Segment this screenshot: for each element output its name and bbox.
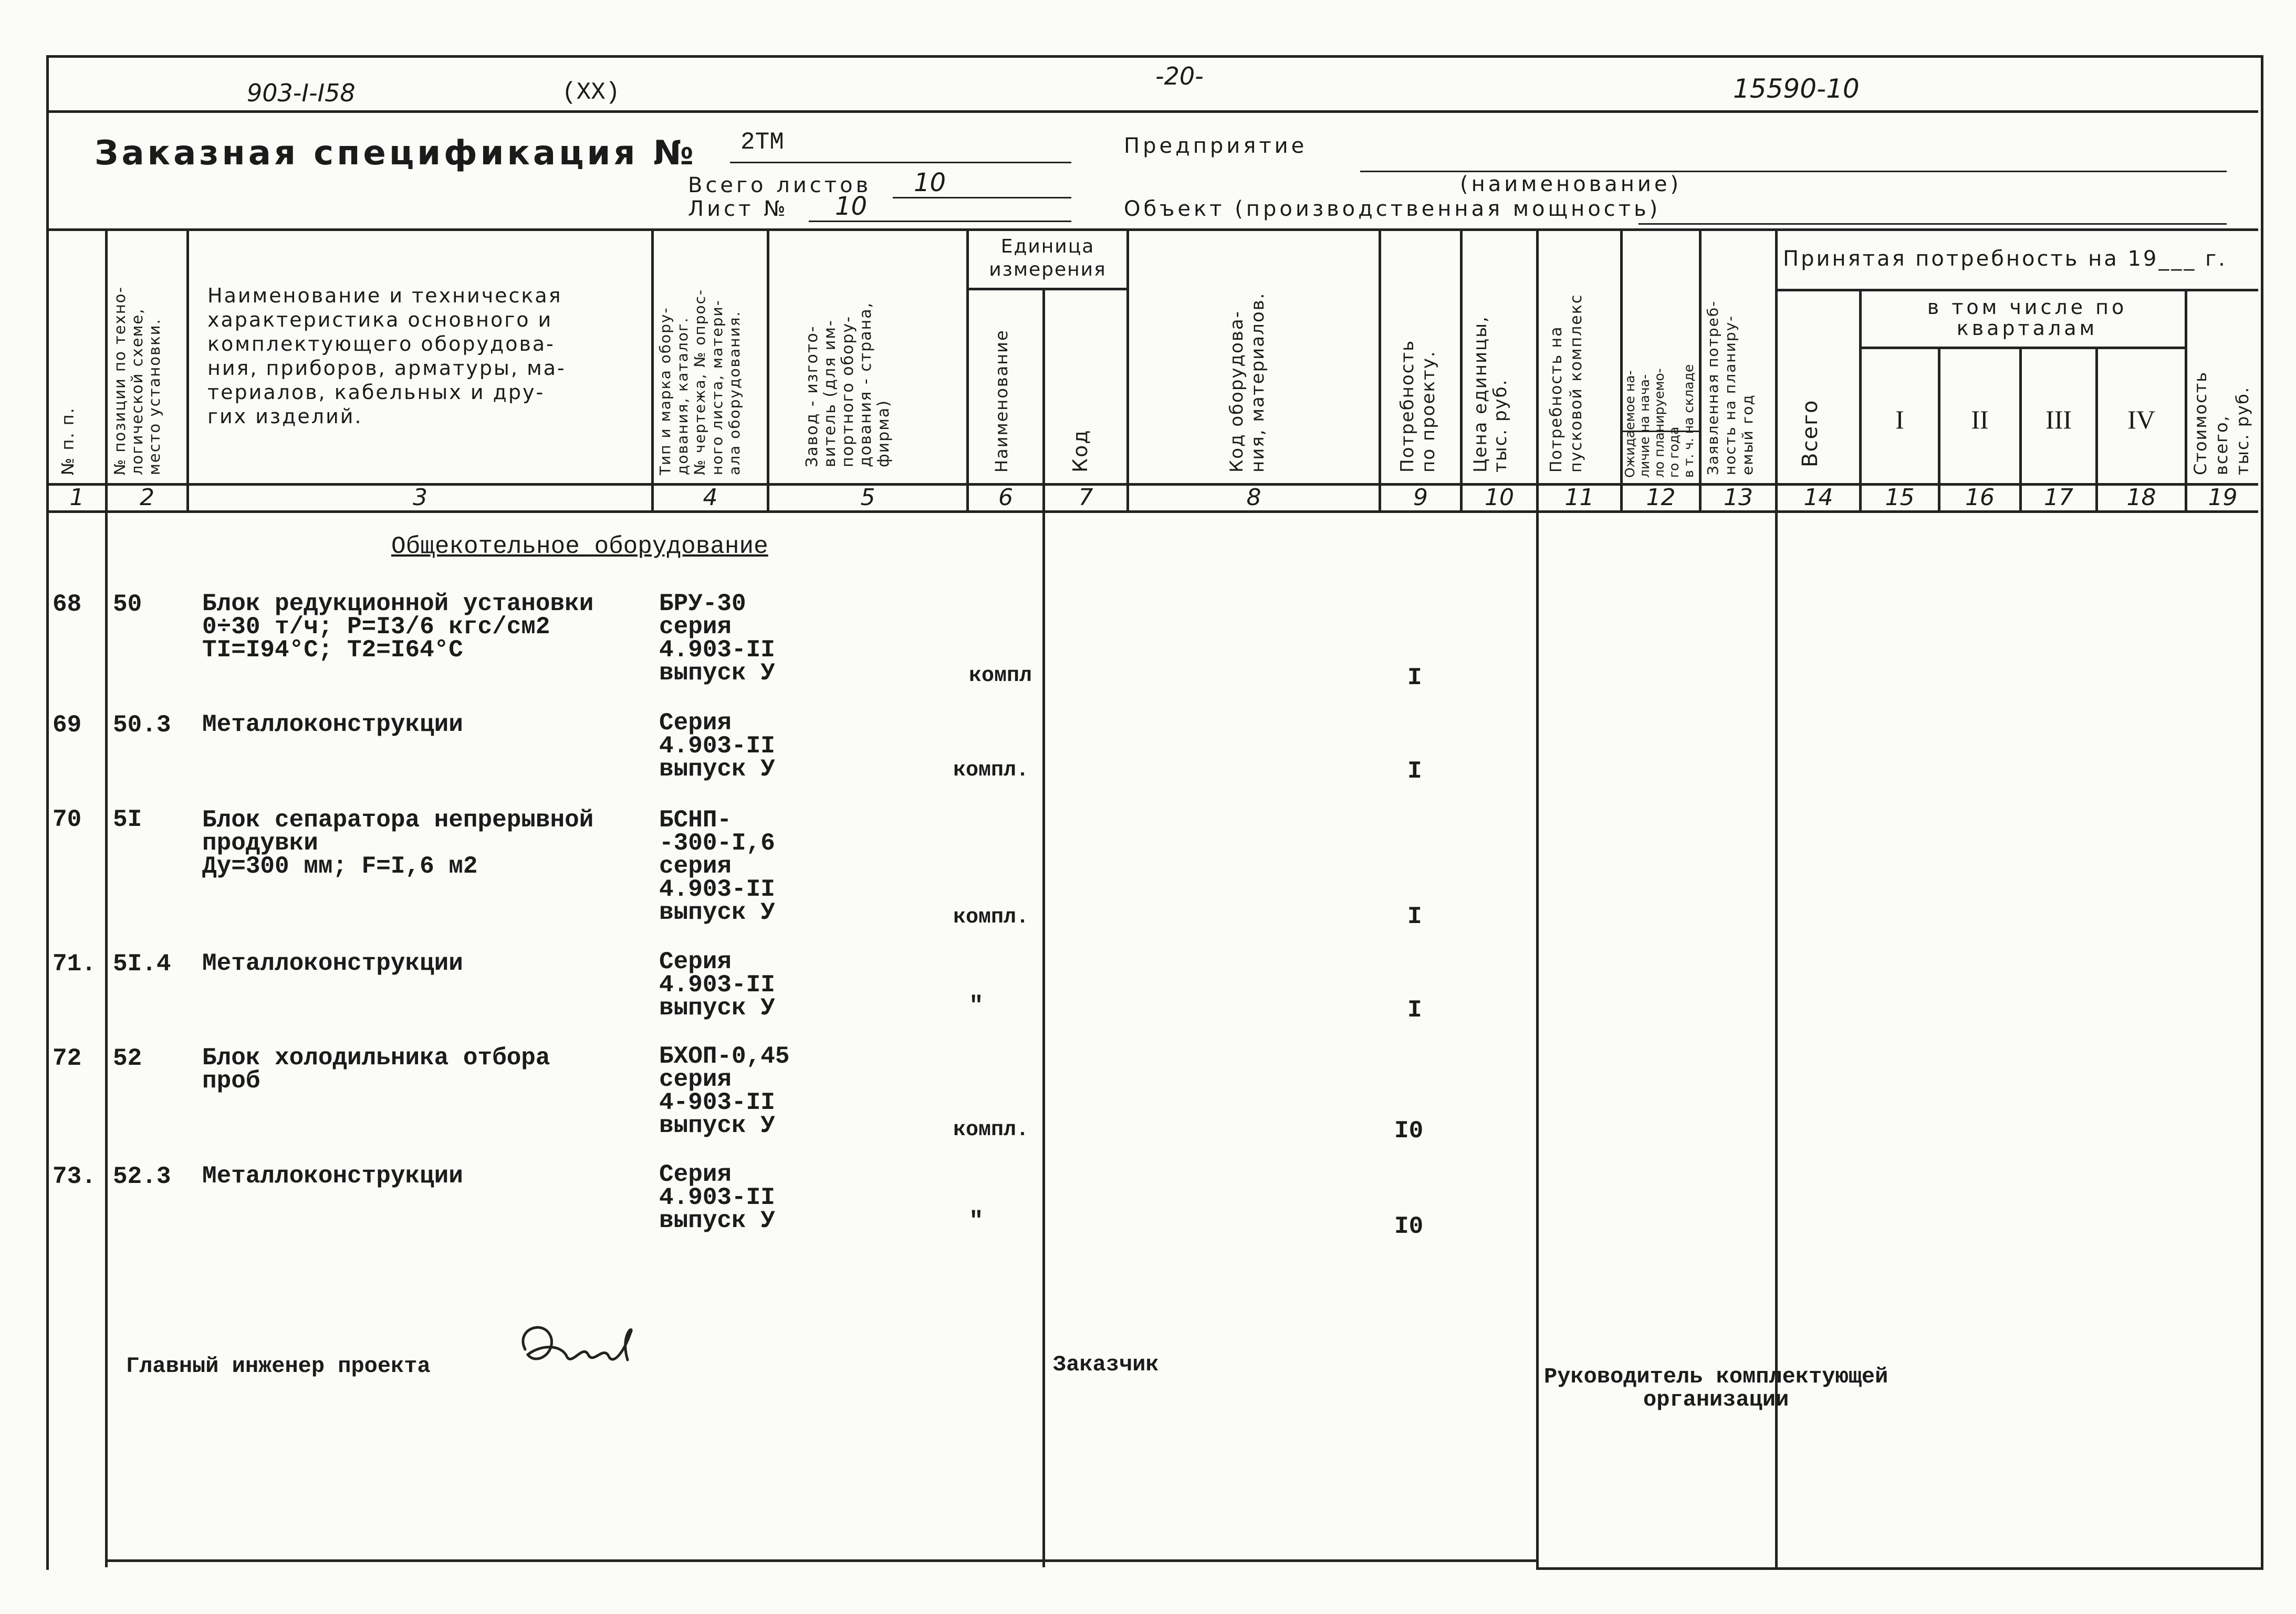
form-title: Заказная спецификация №: [95, 134, 697, 173]
col3-right: [651, 228, 654, 510]
col9-right: [1460, 228, 1463, 510]
colnum-12: 12: [1646, 484, 1676, 511]
row-71-position: 5I.4: [113, 950, 171, 978]
page-number: -20-: [1155, 62, 1204, 90]
row-72-unit: компл.: [953, 1118, 1029, 1142]
colnum-14: 14: [1803, 484, 1833, 511]
row-71-unit: ": [969, 992, 984, 1020]
row-73-number: 73.: [53, 1163, 96, 1190]
spec-number: 2ТМ: [740, 129, 784, 156]
row-68-number: 68: [53, 591, 82, 618]
col10-right: [1536, 228, 1539, 1567]
colnum-3: 3: [413, 484, 427, 511]
bottom-border-right: [1536, 1567, 2261, 1570]
header-q2: II: [1971, 405, 1989, 434]
row-69-qty: I: [1407, 758, 1422, 785]
colnum-16: 16: [1965, 484, 1995, 511]
header-col8: Код оборудова- ния, материалов.: [1226, 292, 1268, 473]
header-q1: I: [1895, 405, 1904, 434]
row-71-name: Металлоконструкции: [202, 950, 463, 977]
colnum-17: 17: [2044, 484, 2073, 511]
row-69-unit: компл.: [953, 759, 1029, 782]
total-sheets-value: 10: [914, 168, 946, 197]
colnum-5: 5: [860, 484, 875, 511]
chief-engineer-signature: [504, 1313, 646, 1386]
spec-number-underline: [730, 162, 1071, 163]
row-72-type: БХОП-0,45 серия 4-903-II выпуск У: [659, 1043, 790, 1139]
row-73-position: 52.3: [113, 1163, 171, 1190]
total-sheets-label: Всего листов: [688, 173, 872, 197]
col8-right: [1379, 228, 1381, 510]
top-strip-divider: [46, 110, 2258, 113]
row-70-position: 5I: [113, 806, 142, 833]
section-title: Общекотельное оборудование: [391, 533, 768, 560]
header-quarters-group: в том числе по кварталам: [1927, 296, 2127, 340]
row-68-type: БРУ-30 серия 4.903-II выпуск У: [659, 590, 775, 687]
row-71-type: Серия 4.903-II выпуск У: [659, 948, 775, 1022]
header-col3: Наименование и техническая характеристика основного и комплектующего оборудова- ния, приборов, арматуры, ма- териалов, кабельных и дру- гих изделий.: [207, 284, 566, 428]
row-69-position: 50.3: [113, 711, 171, 739]
colnum-13: 13: [1724, 484, 1753, 511]
quarters-group-divider: [1859, 347, 2185, 349]
row-72-name: Блок холодильника отбора проб: [202, 1044, 550, 1095]
row-70-qty: I: [1407, 903, 1422, 930]
row-72-qty: I0: [1394, 1117, 1424, 1145]
row-71-number: 71.: [53, 950, 96, 978]
enterprise-label: Предприятие: [1124, 134, 1308, 158]
row-68-qty: I: [1407, 664, 1422, 691]
row-70-unit: компл.: [953, 906, 1029, 929]
col4-right: [767, 228, 769, 510]
object-underline: [1638, 223, 2227, 225]
colnum-8: 8: [1246, 484, 1261, 511]
col12-right: [1699, 228, 1702, 510]
row-69-number: 69: [53, 711, 82, 739]
header-col11: Потребность на пусковой комплекс: [1547, 294, 1585, 473]
volume-number: (XX): [562, 79, 620, 106]
header-q3: III: [2045, 405, 2072, 434]
colnum-11: 11: [1564, 484, 1594, 511]
customer-label: Заказчик: [1053, 1352, 1159, 1377]
col6-right: [1042, 288, 1045, 1567]
col2-right: [186, 228, 189, 510]
colnum-1: 1: [69, 484, 85, 511]
unit-group-divider: [966, 288, 1126, 290]
header-col12: Ожидаемое на- личие на нача- ло планируемо- го года в т. ч. на складе: [1622, 364, 1696, 478]
row-69-name: Металлоконструкции: [202, 711, 463, 738]
row-72-position: 52: [113, 1045, 142, 1072]
sheet-label: Лист №: [688, 197, 789, 221]
header-col14: Всего: [1798, 399, 1822, 467]
colnum-7: 7: [1078, 484, 1093, 511]
colnum-18: 18: [2126, 484, 2156, 511]
row-68-unit: компл: [969, 664, 1032, 688]
row-70-name: Блок сепаратора непрерывной продувки Ду=300 мм; F=I,6 м2: [202, 806, 594, 880]
row-68-name: Блок редукционной установки 0÷30 т/ч; Р=I3/6 кгс/см2 ТI=I94°С; Т2=I64°С: [202, 590, 594, 664]
name-caption: (наименование): [1460, 172, 1682, 196]
header-col6: Наименование: [992, 329, 1011, 473]
colnum-9: 9: [1413, 484, 1428, 511]
col7-right: [1126, 228, 1129, 510]
header-col5: Завод - изгото- витель (для им- портного обору- дования - страна, фирма): [803, 301, 893, 467]
header-col19: Стоимость всего, тыс. руб.: [2190, 371, 2252, 475]
chief-engineer-label: Главный инженер проекта: [126, 1354, 431, 1379]
header-col9: Потребность по проекту.: [1397, 339, 1439, 473]
colnum-4: 4: [703, 484, 718, 511]
row-71-qty: I: [1407, 997, 1422, 1024]
row-70-type: БСНП- -300-I,6 серия 4.903-II выпуск У: [659, 806, 775, 926]
col14-right: [1859, 289, 1862, 510]
row-69-type: Серия 4.903-II выпуск У: [659, 709, 775, 783]
header-col10: Цена единицы, тыс. руб.: [1470, 316, 1511, 473]
sheet-value: 10: [835, 192, 868, 221]
bottom-border-left: [105, 1559, 1536, 1562]
row-73-unit: ": [969, 1208, 984, 1235]
total-sheets-underline: [893, 197, 1071, 198]
colnum-6: 6: [998, 484, 1013, 511]
col18-right: [2185, 289, 2187, 510]
row-73-qty: I0: [1394, 1213, 1424, 1240]
row-68-position: 50: [113, 591, 142, 618]
col1-right: [105, 228, 108, 1567]
colnum-10: 10: [1485, 484, 1514, 511]
supplier-head-label: Руководитель комплектующей организации: [1544, 1364, 1888, 1412]
object-label: Объект (производственная мощность): [1124, 197, 1661, 221]
reference-number: 15590-10: [1733, 74, 1860, 104]
row-70-number: 70: [53, 806, 82, 833]
header-q4: IV: [2127, 405, 2155, 434]
header-col7: Код: [1069, 429, 1092, 473]
colnum-15: 15: [1885, 484, 1915, 511]
header-col13: Заявленная потреб- ность на планиру- емый год: [1704, 300, 1756, 475]
doc-code: 903-I-I58: [247, 79, 356, 107]
row-73-type: Серия 4.903-II выпуск У: [659, 1161, 775, 1234]
table-top-border: [46, 228, 2258, 231]
row-73-name: Металлоконструкции: [202, 1162, 463, 1190]
header-col4: Тип и марка обору- дования, каталог. № чертежа, № опрос- ного листа, матери- ала оборудования.: [656, 288, 743, 475]
header-col2: № позиции по техно- логической схеме, место установки.: [111, 286, 163, 475]
sheet-underline: [809, 221, 1071, 222]
header-unit-group: Единица измерения: [989, 236, 1107, 280]
row-72-number: 72: [53, 1045, 82, 1072]
top-dashed-border: [46, 55, 2258, 58]
header-col1: № п. п.: [58, 407, 78, 475]
header-accepted-group: Принятая потребность на 19___ г.: [1783, 247, 2227, 271]
colnum-19: 19: [2208, 484, 2238, 511]
colnum-2: 2: [140, 484, 154, 511]
